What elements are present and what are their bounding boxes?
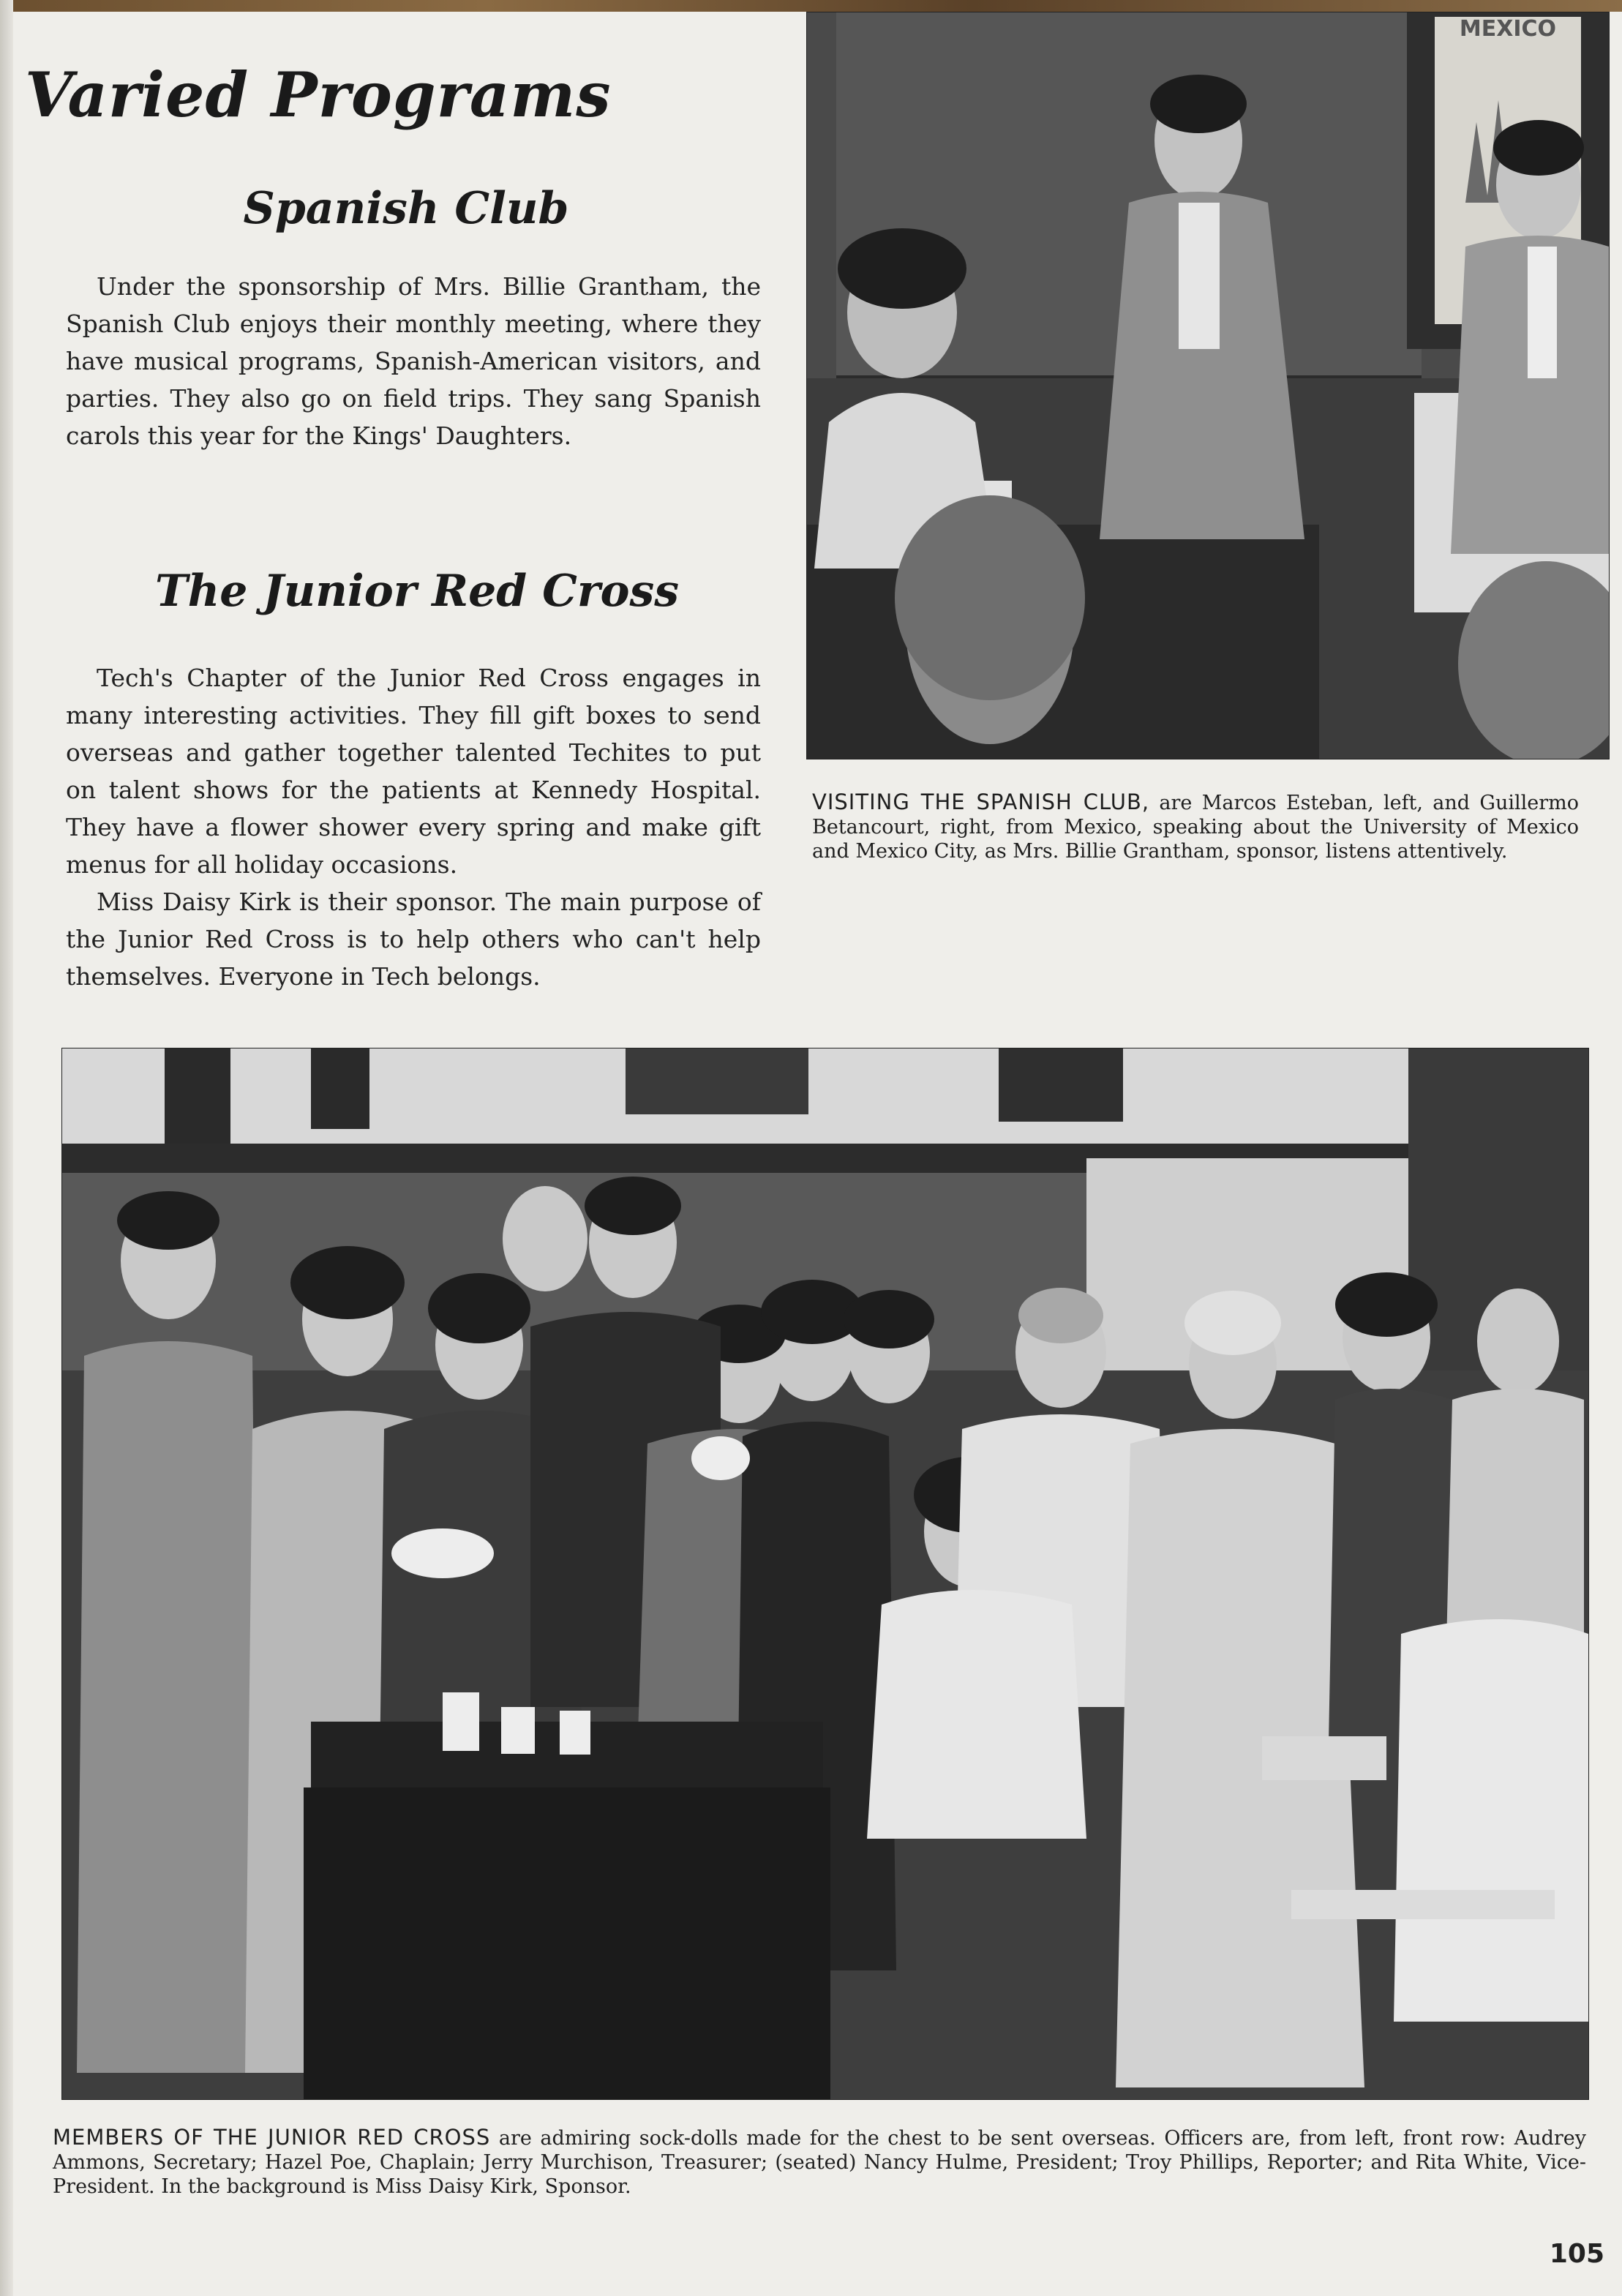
junior-red-cross-photo-scene [62,1048,1588,2099]
spanish-club-photo-scene [807,12,1609,759]
junior-red-cross-caption-text: are admiring sock-dolls made for the chest to be sent overseas. Officers are, from left, front row: Audrey Ammons, Secretary; Hazel Poe, Chaplain; Jerry Murchison, Treasurer; (seated) Nancy Hulme, President; Troy Phillips, Reporter; and Rita White, Vice-President. In the background is Miss Daisy Kirk, Sponsor. [53,2127,1586,2198]
junior-red-cross-photo [61,1048,1589,2100]
spanish-club-heading: Spanish Club [243,183,569,234]
spanish-club-caption [812,790,1579,863]
spanish-club-photo [806,12,1610,759]
junior-red-cross-heading: The Junior Red Cross [154,566,680,617]
junior-red-cross-paragraph-2: Miss Daisy Kirk is their sponsor. The main purpose of the Junior Red Cross is to help others who can't help themselves. Everyone in Tech belongs. [66,888,761,991]
page-number: 105 [1549,2239,1604,2269]
junior-red-cross-caption [53,2126,1586,2199]
spanish-club-paragraph: Under the sponsorship of Mrs. Billie Grantham, the Spanish Club enjoys their monthly meeting, where they have musical programs, Spanish-American visitors, and parties. They also go on field trips. They sang Spanish carols this year for the Kings' Daughters. [66,272,761,450]
binding-shadow [0,0,13,2296]
spanish-club-caption-lead: VISITING THE SPANISH CLUB, [812,789,1150,814]
junior-red-cross-text [66,659,761,995]
junior-red-cross-caption-lead: MEMBERS OF THE JUNIOR RED CROSS [53,2125,491,2150]
mexico-poster-text: MEXICO [1459,16,1557,42]
spanish-club-caption-text: are Marcos Esteban, left, and Guillermo Betancourt, right, from Mexico, speaking about the University of Mexico and Mexico City, as Mrs. Billie Grantham, sponsor, listens attentively. [812,792,1579,863]
spanish-club-text [66,268,761,454]
book-edge-strip [0,0,1622,12]
page-title: Varied Programs [25,59,612,131]
junior-red-cross-paragraph-1: Tech's Chapter of the Junior Red Cross engages in many interesting activities. They fill gift boxes to send overseas and gather together talented Techites to put on talent shows for the patients at Kennedy Hospital. They have a flower shower every spring and make gift menus for all holiday occasions. [66,664,761,879]
